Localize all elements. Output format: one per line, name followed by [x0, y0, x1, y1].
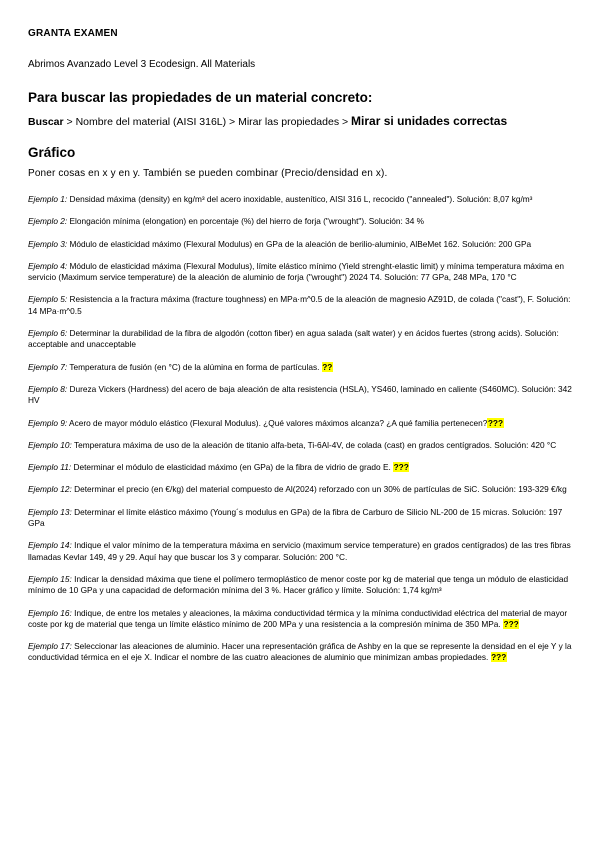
path-buscar: Buscar — [28, 116, 64, 128]
example-item — [28, 328, 573, 351]
example-item — [28, 484, 573, 495]
example-label: Ejemplo 14: — [28, 540, 72, 551]
example-text: Indique el valor mínimo de la temperatura máxima en servicio (maximum service temperature) en grados centígrados) de las tres fibras llamadas Kevlar 149, 49 y 29. Aquí hay que buscar los 3 y comparar. Solución: 200 °C. — [28, 540, 571, 562]
document-page — [28, 28, 573, 664]
example-label: Ejemplo 16: — [28, 607, 72, 618]
example-label: Ejemplo 17: — [28, 641, 72, 652]
example-text: Densidad máxima (density) en kg/m³ del acero inoxidable, austenítico, AISI 316 L, recocido ("annealed"). Solución: 8,07 kg/m³ — [67, 194, 533, 204]
example-item — [28, 384, 573, 407]
example-item — [28, 362, 573, 373]
example-text: Determinar el límite elástico máximo (Young´s modulus en GPa) de la fibra de Carburo de Silicio NL-200 de 15 micras. Solución: 197 GPa — [28, 506, 563, 529]
example-item — [28, 239, 573, 250]
example-label: Ejemplo 7: — [28, 361, 68, 372]
example-item — [28, 418, 573, 429]
example-item — [28, 608, 573, 631]
example-text: Determinar el módulo de elasticidad máximo (en GPa) de la fibra de vidrio de grado E. — [71, 462, 394, 473]
example-label: Ejemplo 2: — [28, 216, 68, 227]
chart-section-heading: Gráfico — [28, 145, 76, 160]
example-item — [28, 641, 573, 664]
example-item — [28, 540, 573, 563]
example-text: Determinar la durabilidad de la fibra de algodón (cotton fiber) en agua salada (salt water) y en ácidos fuertes (strong acids). Solución: acceptable and unacceptable — [28, 328, 559, 350]
example-item — [28, 294, 573, 317]
example-item — [28, 507, 573, 530]
example-item — [28, 216, 573, 227]
example-text: Dureza Vickers (Hardness) del acero de baja aleación de alta resistencia (HSLA), YS460, laminado en caliente (S460MC). Solución: 342 HV — [28, 383, 572, 406]
document-subtitle: Abrimos Avanzado Level 3 Ecodesign. All Materials — [28, 59, 256, 70]
example-text: Indique, de entre los metales y aleaciones, la máxima conductividad térmica y la mínima conductividad eléctrica del material de mayor coste por kg de material que tenga un límite elástico mínimo de 200 MPa y una resistencia a la compresión mínima de 350 MPa. — [28, 607, 568, 629]
example-item — [28, 462, 573, 473]
examples-list — [28, 194, 573, 664]
example-label: Ejemplo 6: — [28, 328, 68, 339]
search-section-heading: Para buscar las propiedades de un material concreto: — [28, 90, 373, 105]
question-marker: ??? — [393, 462, 409, 473]
example-label: Ejemplo 13: — [28, 506, 72, 517]
example-label: Ejemplo 8: — [28, 383, 68, 394]
example-text: Seleccionar las aleaciones de aluminio. Hacer una representación gráfica de Ashby en la que se represente la densidad en el eje Y y la conductividad térmica en el eje X. Indicar el nombre de las cuatro aleaciones de aluminio que minimizan ambas propiedades. — [28, 641, 572, 663]
question-marker: ??? — [487, 417, 504, 428]
question-marker: ?? — [322, 361, 333, 372]
example-text: Resistencia a la fractura máxima (fracture toughness) en MPa·m^0.5 de la aleación de magnesio AZ91D, de colada ("cast"), F. Solución: 14 MPa·m^0.5 — [28, 294, 571, 316]
example-item — [28, 440, 573, 451]
example-label: Ejemplo 9: — [28, 417, 68, 428]
example-label: Ejemplo 4: — [28, 260, 68, 271]
example-label: Ejemplo 11: — [28, 462, 72, 473]
search-path — [28, 114, 573, 129]
path-middle: > Nombre del material (AISI 316L) > Mirar las propiedades > — [63, 116, 352, 128]
example-text: Elongación mínima (elongation) en porcentaje (%) del hierro de forja ("wrought"). Solución: 34 % — [67, 216, 425, 227]
chart-section-intro: Poner cosas en x y en y. También se pueden combinar (Precio/densidad en x). — [28, 168, 388, 179]
example-text: Módulo de elasticidad máximo (Flexural Modulus) en GPa de la aleación de berilio-aluminio, AlBeMet 162. Solución: 200 GPa — [67, 238, 532, 249]
example-item — [28, 194, 573, 205]
example-item — [28, 261, 573, 284]
example-label: Ejemplo 3: — [28, 238, 68, 249]
question-marker: ??? — [503, 618, 519, 629]
example-text: Temperatura máxima de uso de la aleación de titanio alfa-beta, Ti-6Al-4V, de colada (cast) en grados centígrados. Solución: 420 °C — [71, 439, 557, 450]
example-text: Acero de mayor módulo elástico (Flexural Modulus). ¿Qué valores máximos alcanza? ¿A qué familia pertenecen? — [67, 417, 488, 428]
example-label: Ejemplo 10: — [28, 439, 72, 450]
example-label: Ejemplo 5: — [28, 294, 68, 305]
example-text: Módulo de elasticidad máxima (Flexural Modulus), límite elástico mínimo (Yield strenght-elastic limit) y mínima temperatura máxima en servicio (Maximum service temperature) de la aleación de aluminio de forja ("wrought") 2024 T4. Solución: 77 GPa, 248 MPa, 170 °C — [28, 260, 564, 283]
example-item — [28, 574, 573, 597]
path-final: Mirar si unidades correctas — [351, 114, 508, 128]
example-text: Determinar el precio (en €/kg) del material compuesto de Al(2024) reforzado con un 30% de partículas de SiC. Solución: 193-329 €/kg — [71, 484, 567, 495]
document-title: GRANTA EXAMEN — [28, 28, 118, 39]
example-label: Ejemplo 15: — [28, 573, 72, 584]
example-text: Temperatura de fusión (en °C) de la alúmina en forma de partículas. — [67, 361, 322, 372]
question-marker: ??? — [491, 652, 507, 663]
example-label: Ejemplo 1: — [28, 194, 68, 204]
example-text: Indicar la densidad máxima que tiene el polímero termoplástico de menor coste por kg de material que tenga un módulo de elasticidad mínimo de 10 GPa y una capacidad de deformación mínima del 3 %. Hacer gráfico y límite. Solución: 1,74 kg/m³ — [28, 573, 569, 596]
example-label: Ejemplo 12: — [28, 484, 72, 495]
